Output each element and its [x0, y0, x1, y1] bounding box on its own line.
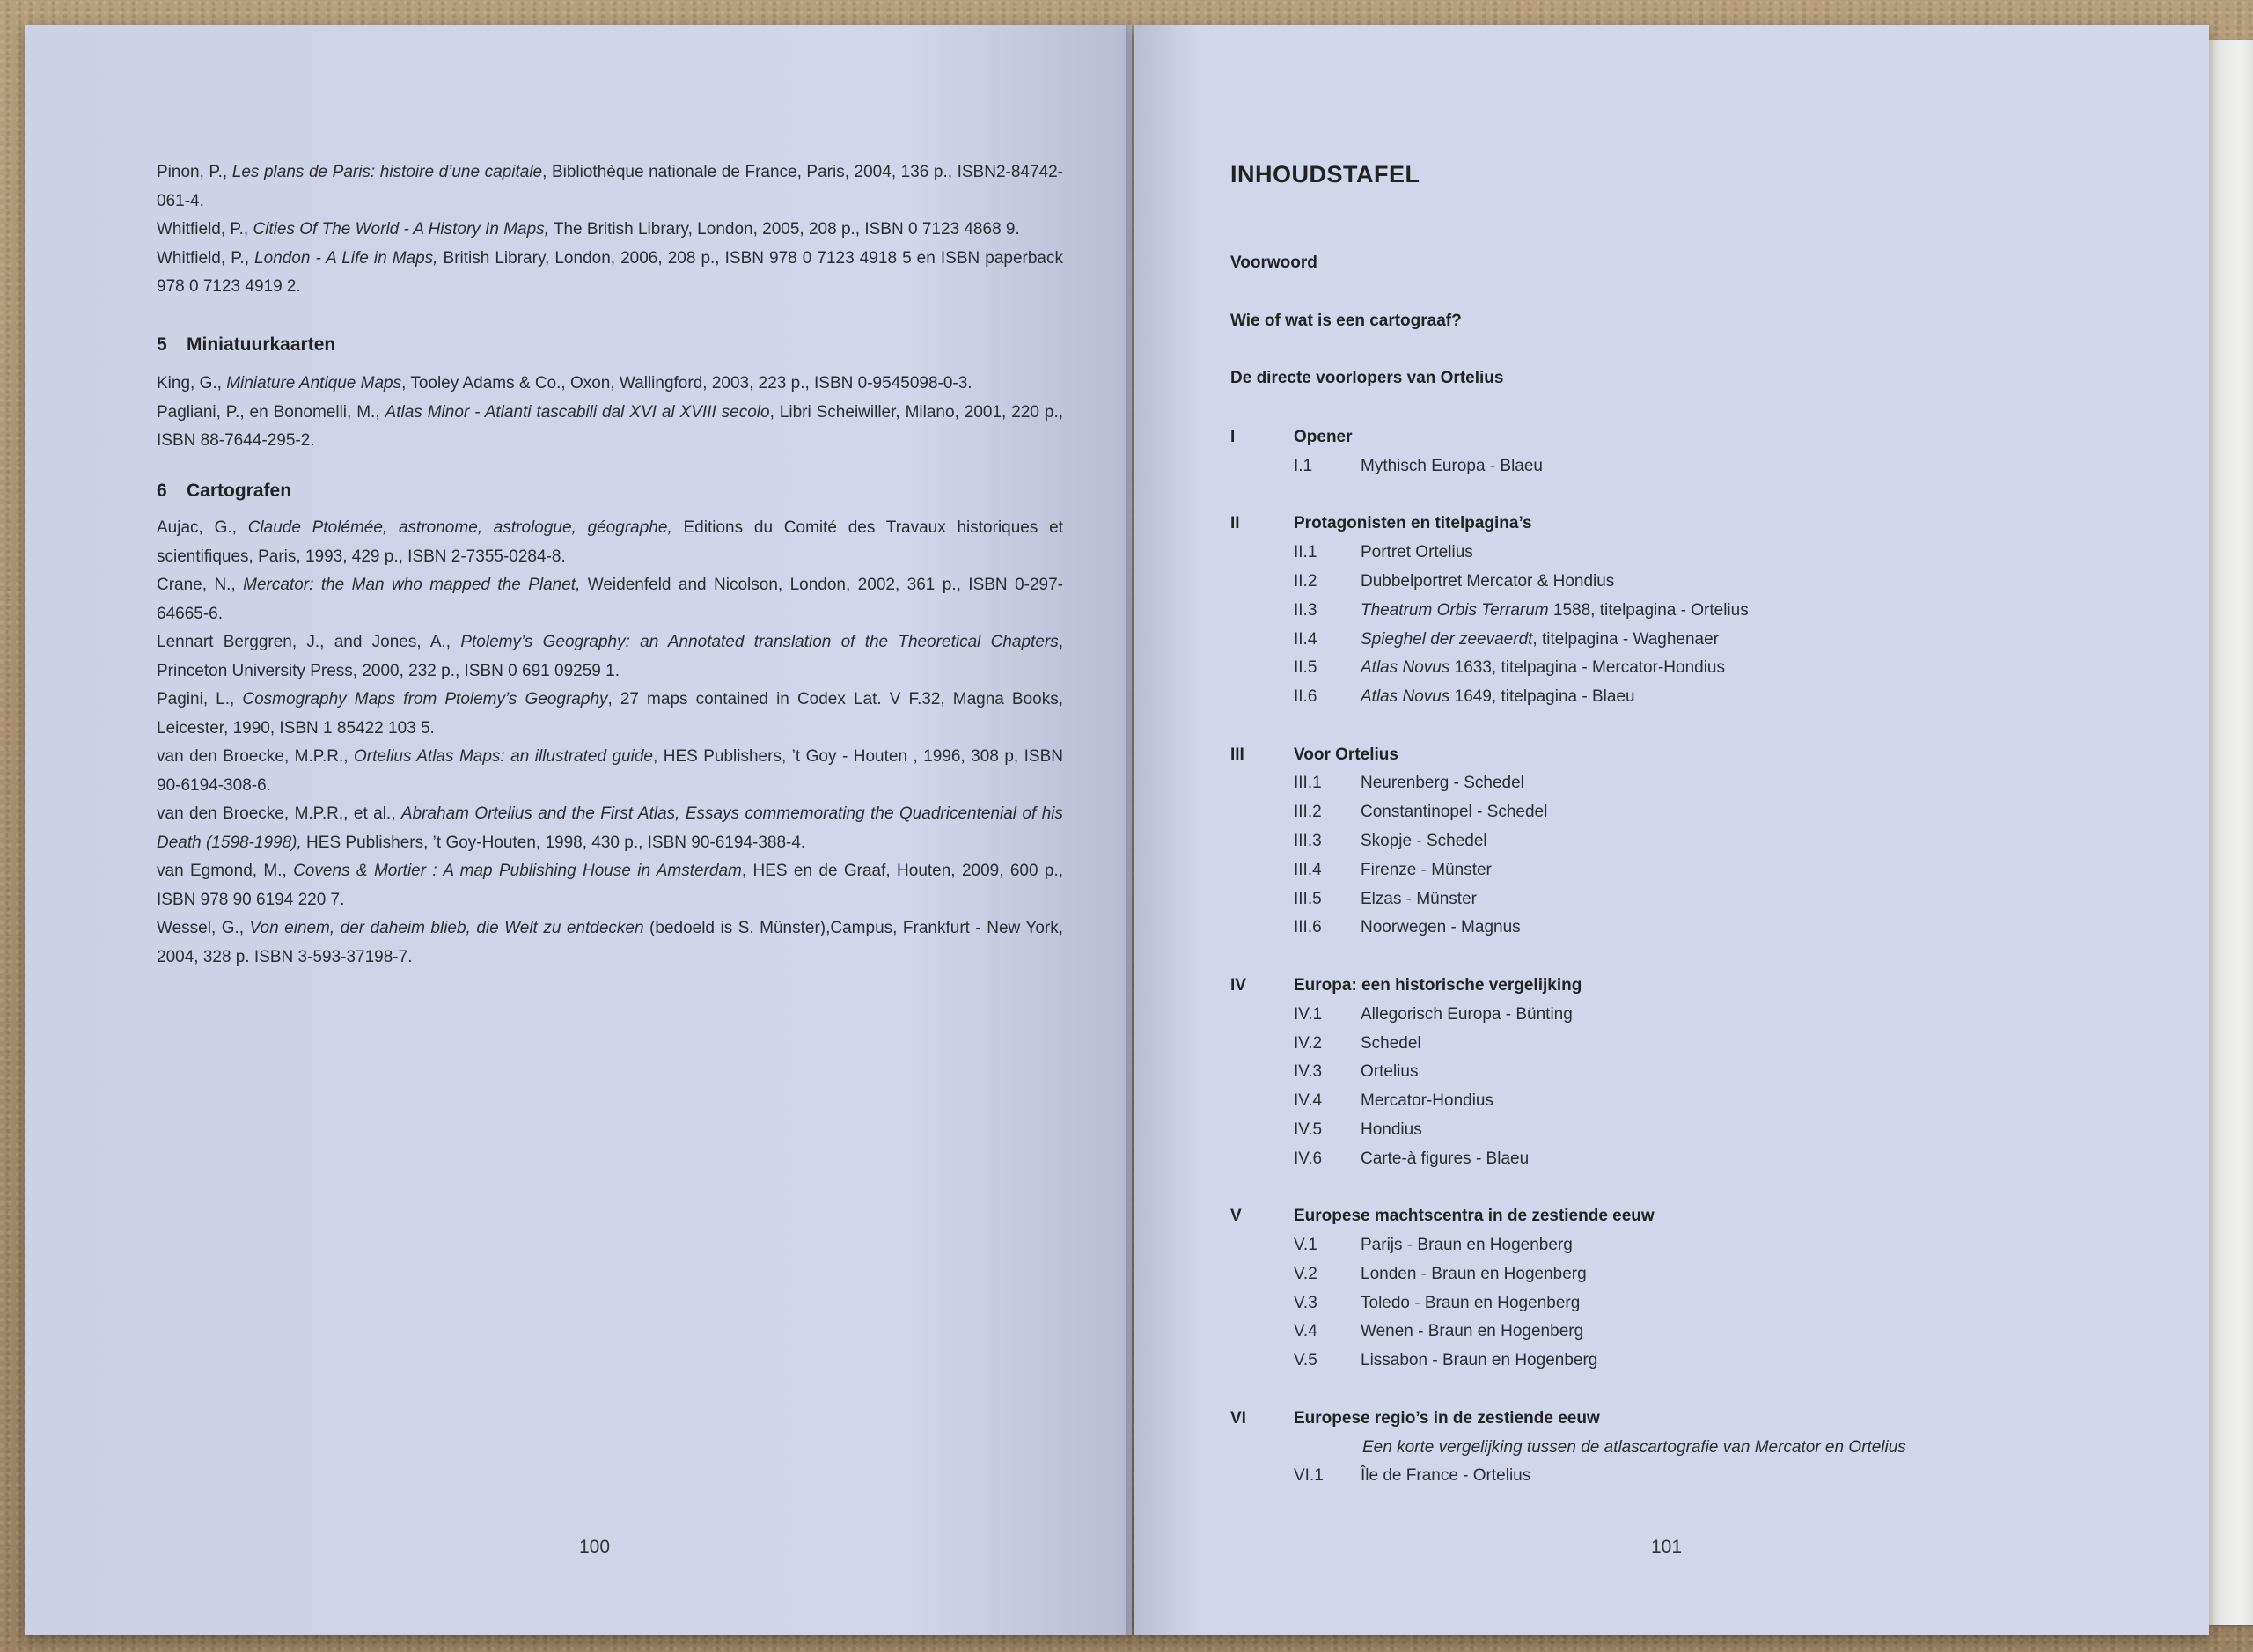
entry-number: III.3	[1294, 832, 1322, 850]
toc-chapter	[1230, 428, 1353, 447]
entry-number: V.2	[1294, 1264, 1317, 1283]
toc-entry	[1294, 803, 1547, 822]
toc-entry	[1294, 572, 1614, 591]
entry-title: Mercator: the Man who mapped the Planet,	[243, 576, 581, 594]
section-title: Cartografen	[187, 481, 292, 501]
chapter-numeral: VI	[1230, 1408, 1246, 1428]
toc-chapter	[1230, 1207, 1655, 1226]
entry-text: Carte-à figures - Blaeu	[1361, 1149, 1530, 1168]
entry-text: 1633, titelpagina - Mercator-Hondius	[1449, 658, 1725, 678]
bibliography-entry	[157, 216, 1063, 245]
page-stack-edge	[2209, 40, 2253, 1625]
entry-details: British Library, London, 2006, 208 p., ISBN 978 0 7123 4918 5 en ISBN paperback 978 0 7123 4919 2.	[157, 248, 1064, 296]
entry-details: , Princeton University Press, 2000, 232 p., ISBN 0 691 09259 1.	[157, 633, 1063, 680]
toc-entry	[1294, 1120, 1422, 1140]
entry-title-italic: Atlas Novus	[1361, 658, 1450, 678]
toc-entry	[1294, 630, 1719, 650]
entry-number: III.6	[1294, 918, 1322, 937]
entry-details: , Libri Scheiwiller, Milano, 2001, 220 p., ISBN 88-7644-295-2.	[157, 402, 1064, 450]
bibliography-entry	[157, 399, 1063, 456]
entry-text: Schedel	[1361, 1033, 1421, 1053]
toc-entry	[1294, 543, 1473, 562]
entry-number: V.1	[1294, 1236, 1317, 1254]
bibliography-entry	[157, 245, 1063, 302]
toc-entry	[1294, 601, 1749, 620]
entry-text: Portret Ortelius	[1361, 543, 1473, 562]
toc-entry	[1294, 1466, 1530, 1486]
entry-number: III.1	[1294, 774, 1322, 793]
entry-title: Les plans de Paris: histoire d’une capitale	[231, 163, 543, 181]
entry-number: III.2	[1294, 803, 1322, 822]
toc-entry	[1294, 890, 1477, 909]
entry-text: Ortelius	[1361, 1062, 1419, 1082]
right-page	[1134, 25, 2209, 1635]
entry-text: Neurenberg - Schedel	[1361, 774, 1524, 793]
entry-text: Noorwegen - Magnus	[1361, 918, 1521, 937]
entry-title: Von einem, der daheim blieb, die Welt zu entdecken	[249, 919, 644, 937]
toc-entry	[1294, 457, 1543, 476]
chapter-title: Europese machtscentra in de zestiende eeuw	[1294, 1207, 1655, 1226]
section-heading	[157, 481, 291, 502]
entry-number: IV.3	[1294, 1062, 1323, 1082]
chapter-title: Opener	[1294, 428, 1353, 446]
entry-title: London - A Life in Maps,	[254, 248, 438, 268]
entry-number: II.2	[1294, 571, 1317, 591]
entry-title-italic: Spieghel der zeevaerdt	[1361, 629, 1533, 649]
toc-entry	[1294, 1351, 1597, 1370]
entry-author: Pagini, L.,	[157, 690, 243, 709]
entry-text: Elzas - Münster	[1361, 889, 1477, 908]
entry-number: IV.1	[1294, 1004, 1323, 1024]
toc-entry	[1294, 1005, 1573, 1024]
entry-title: Atlas Minor - Atlanti tascabili dal XVI al XVIII secolo	[385, 402, 770, 422]
entry-text: , titelpagina - Waghenaer	[1532, 629, 1720, 649]
toc-entry	[1294, 918, 1521, 937]
entry-text: Firenze - Münster	[1361, 860, 1492, 879]
entry-number: III.4	[1294, 860, 1322, 879]
entry-details: (bedoeld is S. Münster),Campus, Frankfurt - New York, 2004, 328 p. ISBN 3-593-37198-7.	[157, 919, 1063, 966]
toc-entry	[1294, 861, 1492, 880]
chapter-numeral: V	[1230, 1207, 1242, 1226]
chapter-title: Protagonisten en titelpagina’s	[1294, 514, 1532, 533]
bibliography-list	[157, 370, 1063, 456]
entry-details: Weidenfeld and Nicolson, London, 2002, 361 p., ISBN 0-297-64665-6.	[157, 576, 1063, 623]
toc-front-entry: Wie of wat is een cartograaf?	[1230, 311, 1462, 330]
chapter-numeral: III	[1230, 745, 1244, 764]
entry-number: III.5	[1294, 889, 1322, 908]
entry-number: V.4	[1294, 1322, 1317, 1341]
toc-chapter	[1230, 514, 1532, 533]
entry-author: Crane, N.,	[157, 576, 244, 594]
bibliography-entry	[157, 628, 1063, 686]
entry-details: HES Publishers, ’t Goy-Houten, 1998, 430 p., ISBN 90-6194-388-4.	[301, 833, 806, 852]
entry-number: VI.1	[1294, 1466, 1324, 1486]
chapter-title: Voor Ortelius	[1294, 745, 1398, 764]
bibliography-entry	[157, 370, 1063, 399]
entry-text: Parijs - Braun en Hogenberg	[1361, 1236, 1573, 1254]
entry-title: Miniature Antique Maps	[226, 374, 402, 393]
toc-entry	[1294, 1322, 1583, 1341]
entry-text: Lissabon - Braun en Hogenberg	[1361, 1351, 1598, 1370]
entry-text: Allegorisch Europa - Bünting	[1361, 1004, 1573, 1024]
entry-details: The British Library, London, 2005, 208 p., ISBN 0 7123 4868 9.	[548, 220, 1020, 239]
toc-entry	[1294, 832, 1487, 851]
bibliography-entry	[157, 743, 1063, 800]
toc-chapter	[1230, 745, 1398, 765]
entry-author: van den Broecke, M.P.R., et al.,	[157, 804, 401, 823]
entry-text: Mythisch Europa - Blaeu	[1361, 456, 1543, 475]
entry-author: van Egmond, M.,	[157, 862, 294, 880]
entry-author: King, G.,	[157, 374, 227, 393]
entry-details: Editions du Comité des Travaux historiques et scientifiques, Paris, 1993, 429 p., ISBN 2-7355-0284-8.	[157, 518, 1063, 566]
entry-title: Abraham Ortelius and the First Atlas, Essays commemorating the Quadricentenial of his Death (1598-1998),	[157, 804, 1063, 852]
chapter-numeral: I	[1230, 428, 1236, 446]
chapter-numeral: II	[1230, 514, 1240, 533]
entry-title: Ptolemy’s Geography: an Annotated translation of the Theoretical Chapters	[460, 633, 1059, 651]
bibliography-entry	[157, 686, 1063, 743]
toc-entry	[1294, 1091, 1493, 1111]
entry-text: Hondius	[1361, 1120, 1422, 1139]
chapter-title: Europese regio’s in de zestiende eeuw	[1294, 1408, 1600, 1428]
entry-number: IV.5	[1294, 1120, 1323, 1139]
toc-entry	[1294, 1149, 1529, 1169]
toc-entry	[1294, 687, 1635, 707]
entry-text: Londen - Braun en Hogenberg	[1361, 1264, 1587, 1283]
bibliography-list	[157, 158, 1063, 302]
entry-number: IV.4	[1294, 1091, 1323, 1111]
bibliography-entry	[157, 158, 1063, 216]
entry-text: 1588, titelpagina - Ortelius	[1548, 600, 1749, 620]
toc-entry	[1294, 1236, 1573, 1255]
toc-title: INHOUDSTAFEL	[1230, 161, 1420, 187]
entry-title-italic: Atlas Novus	[1361, 687, 1450, 707]
entry-author: Pinon, P.,	[157, 163, 232, 181]
toc-entry	[1294, 658, 1725, 678]
open-book	[25, 25, 2234, 1635]
toc-entry	[1294, 1294, 1580, 1313]
left-page	[25, 25, 1132, 1635]
entry-author: Pagliani, P., en Bonomelli, M.,	[157, 402, 385, 422]
entry-number: II.5	[1294, 658, 1317, 678]
section-number: 5	[157, 334, 167, 355]
entry-details: , HES en de Graaf, Houten, 2009, 600 p., ISBN 978 90 6194 220 7.	[157, 862, 1064, 909]
bibliography-entry	[157, 857, 1063, 914]
entry-title: Cities Of The World - A History In Maps,	[253, 220, 549, 239]
toc-chapter	[1230, 1409, 1600, 1428]
entry-number: II.6	[1294, 687, 1317, 707]
toc-entry	[1294, 1265, 1587, 1284]
toc-entry	[1294, 1034, 1421, 1054]
entry-title-italic: Theatrum Orbis Terrarum	[1361, 600, 1549, 620]
entry-number: V.5	[1294, 1351, 1317, 1370]
entry-number: V.3	[1294, 1293, 1317, 1312]
entry-number: II.4	[1294, 629, 1317, 649]
toc-entry	[1294, 1062, 1418, 1082]
entry-author: Whitfield, P.,	[157, 220, 253, 239]
entry-details: , Tooley Adams & Co., Oxon, Wallingford, 2003, 223 p., ISBN 0-9545098-0-3.	[401, 374, 972, 393]
chapter-subtitle: Een korte vergelijking tussen de atlascartografie van Mercator en Ortelius	[1362, 1437, 1906, 1457]
toc-chapter	[1230, 976, 1582, 995]
entry-details: , HES Publishers, ’t Goy - Houten , 1996, 308 p, ISBN 90-6194-308-6.	[157, 747, 1063, 795]
entry-number: IV.6	[1294, 1149, 1323, 1168]
entry-details: , Bibliothèque nationale de France, Paris, 2004, 136 p., ISBN2-84742-061-4.	[157, 163, 1063, 210]
entry-text: 1649, titelpagina - Blaeu	[1449, 687, 1635, 707]
toc-front-entry: Voorwoord	[1230, 253, 1317, 272]
section-heading	[157, 334, 335, 356]
entry-text: Mercator-Hondius	[1361, 1091, 1493, 1111]
bibliography-entry	[157, 800, 1063, 857]
entry-number: II.3	[1294, 600, 1317, 620]
chapter-numeral: IV	[1230, 975, 1246, 995]
entry-author: Lennart Berggren, J., and Jones, A.,	[157, 633, 461, 651]
bibliography-entry	[157, 514, 1063, 571]
entry-text: Constantinopel - Schedel	[1361, 803, 1548, 822]
page-number: 101	[1651, 1537, 1683, 1557]
entry-text: Île de France - Ortelius	[1361, 1466, 1531, 1486]
entry-title: Covens & Mortier : A map Publishing House in Amsterdam	[293, 862, 742, 880]
entry-title: Claude Ptolémée, astronome, astrologue, géographe,	[247, 518, 672, 537]
entry-text: Skopje - Schedel	[1361, 832, 1487, 850]
page-number: 100	[579, 1537, 611, 1557]
section-number: 6	[157, 481, 167, 501]
entry-text: Toledo - Braun en Hogenberg	[1361, 1293, 1581, 1312]
bibliography-entry	[157, 571, 1063, 628]
entry-author: Whitfield, P.,	[157, 248, 255, 268]
entry-author: Aujac, G.,	[157, 518, 248, 537]
bibliography-entry	[157, 914, 1063, 972]
entry-title: Cosmography Maps from Ptolemy’s Geography	[242, 690, 608, 709]
entry-author: van den Broecke, M.P.R.,	[157, 747, 355, 766]
entry-title: Ortelius Atlas Maps: an illustrated guide	[354, 747, 653, 766]
entry-number: II.1	[1294, 543, 1317, 562]
toc-front-entry: De directe voorlopers van Ortelius	[1230, 369, 1504, 387]
toc-entry	[1294, 774, 1524, 793]
entry-text: Dubbelportret Mercator & Hondius	[1361, 571, 1615, 591]
entry-number: IV.2	[1294, 1033, 1323, 1053]
entry-details: , 27 maps contained in Codex Lat. V F.32, Magna Books, Leicester, 1990, ISBN 1 85422 103 5.	[157, 690, 1064, 738]
bibliography-list	[157, 514, 1063, 972]
chapter-title: Europa: een historische vergelijking	[1294, 975, 1582, 995]
entry-author: Wessel, G.,	[157, 919, 250, 937]
entry-number: I.1	[1294, 456, 1313, 475]
entry-text: Wenen - Braun en Hogenberg	[1361, 1322, 1584, 1341]
section-title: Miniatuurkaarten	[187, 334, 336, 355]
